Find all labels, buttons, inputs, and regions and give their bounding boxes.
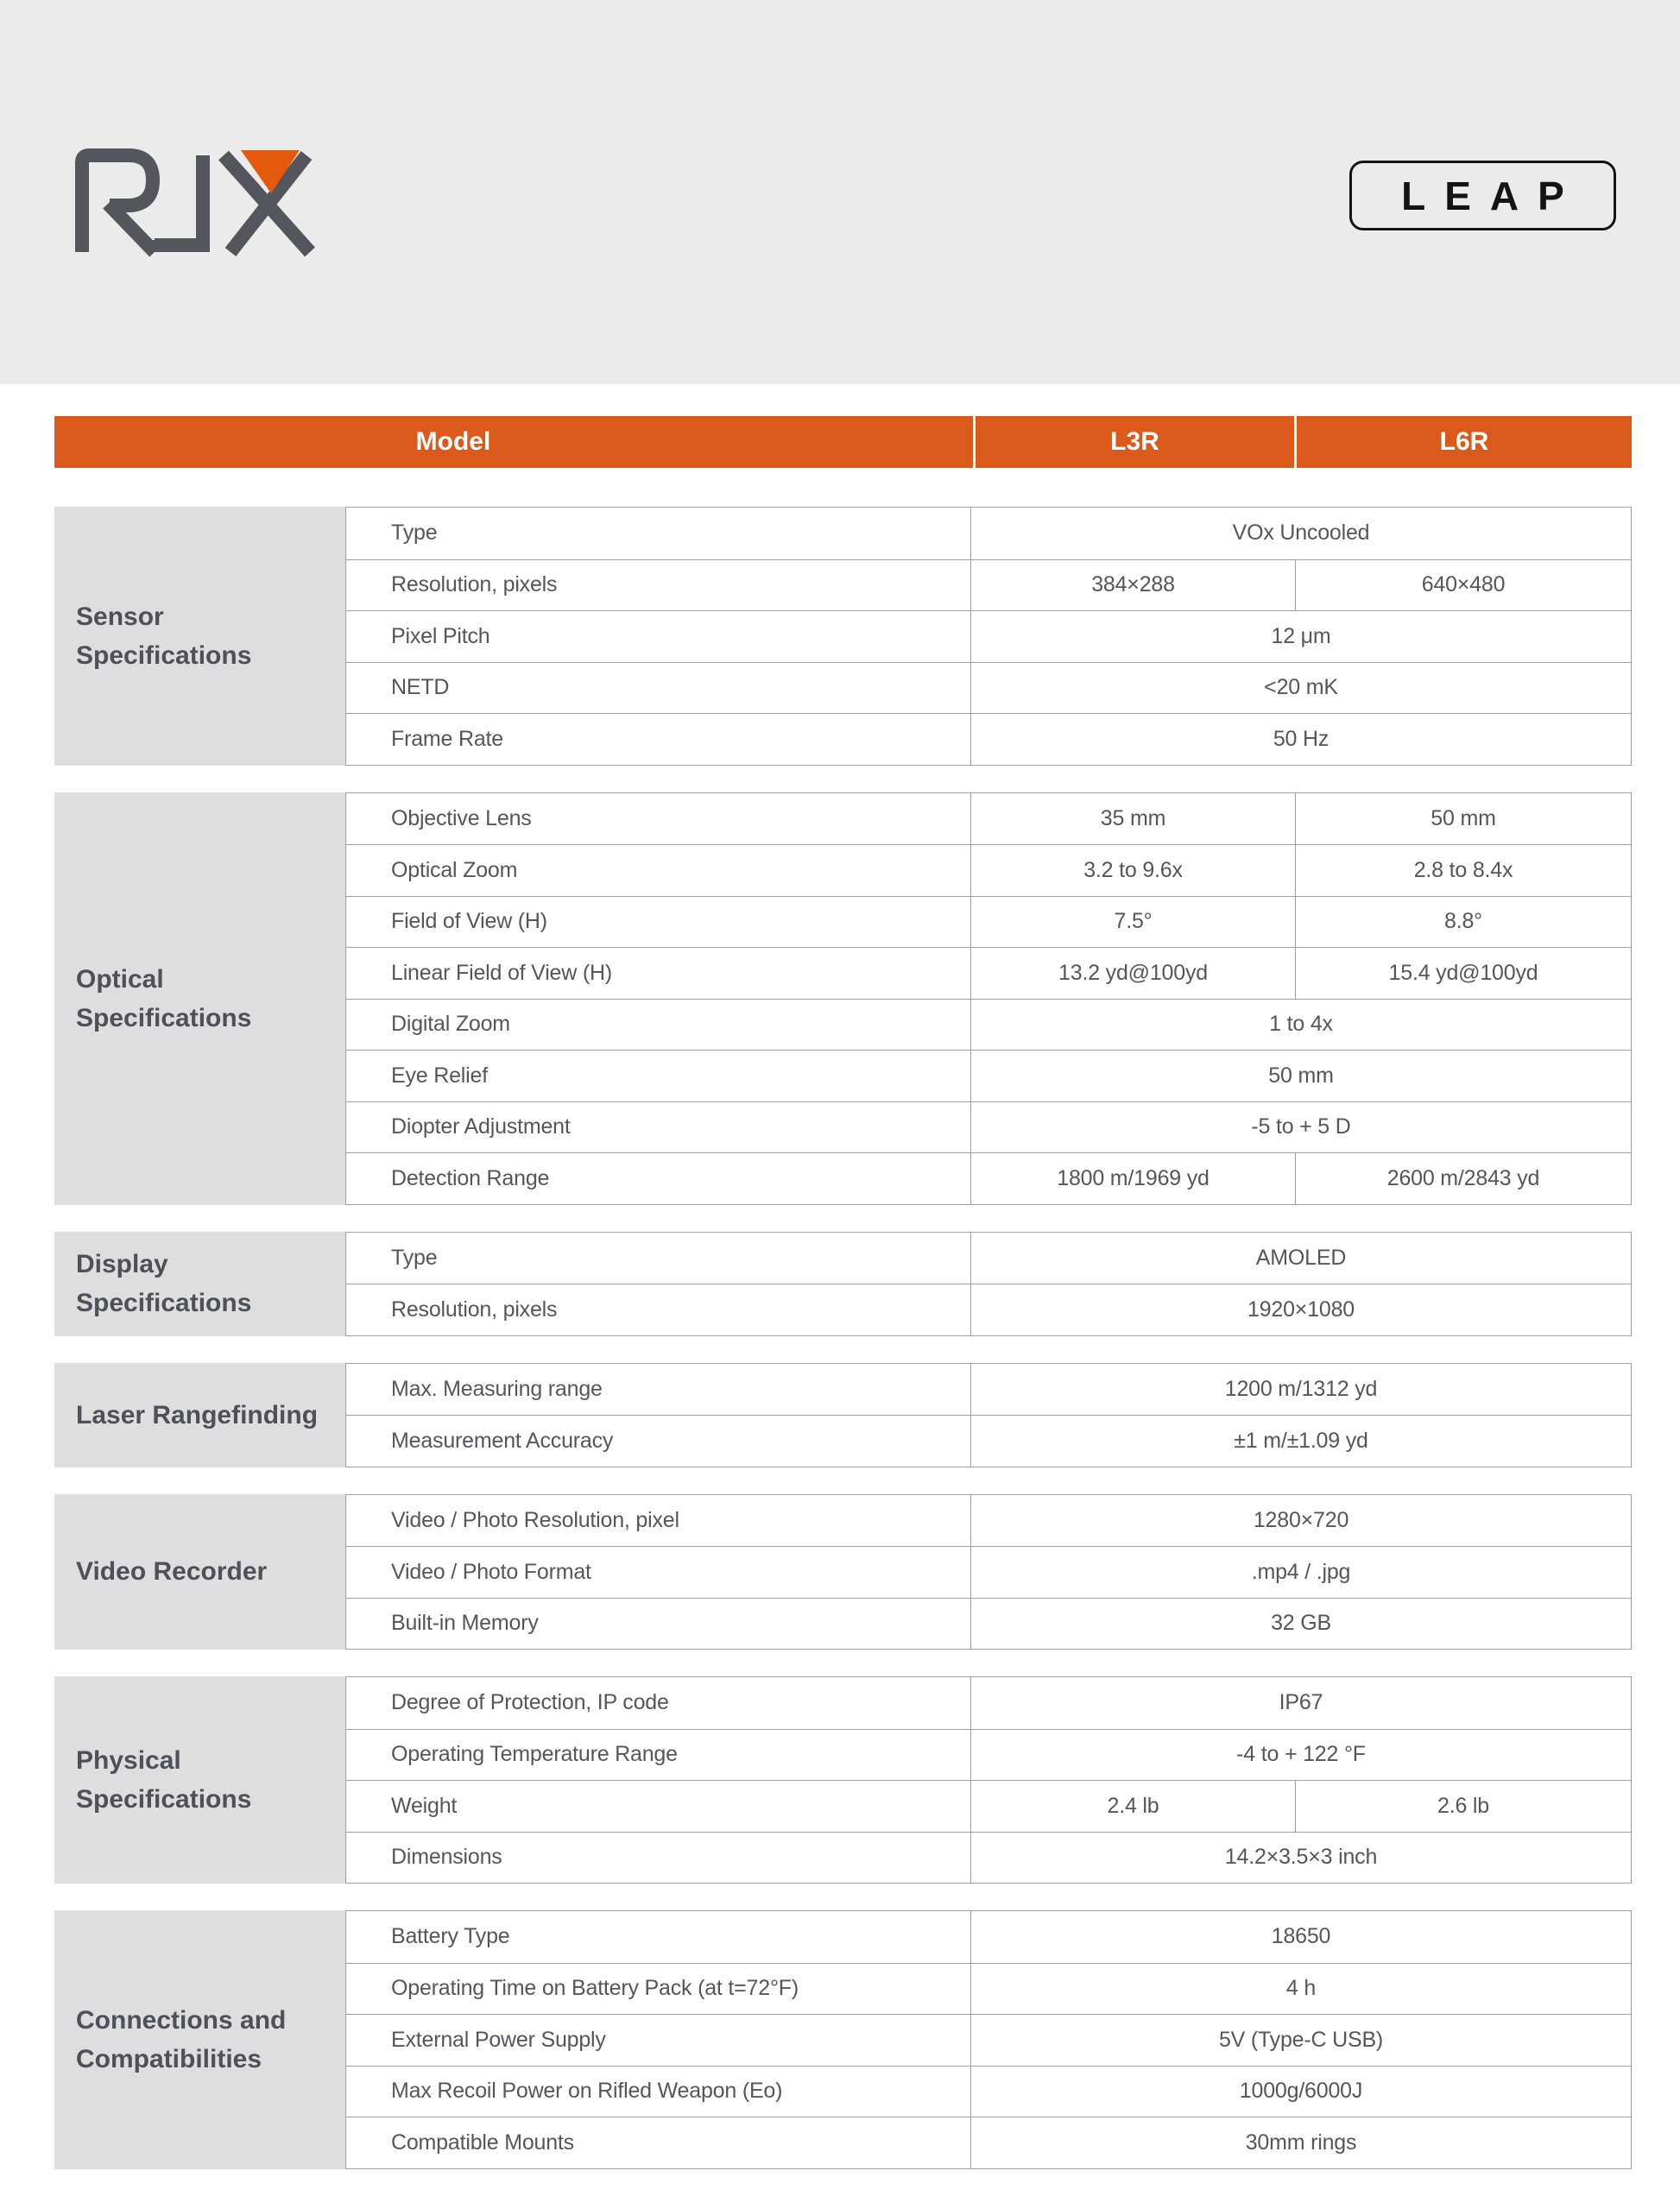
spec-value-shared: IP67 xyxy=(1279,1690,1323,1715)
spec-label: Digital Zoom xyxy=(346,1000,971,1051)
spec-label: Dimensions xyxy=(346,1833,971,1884)
spec-value-shared: 1280×720 xyxy=(1253,1507,1349,1532)
spec-row xyxy=(346,1832,1631,1884)
spec-value-shared: 14.2×3.5×3 inch xyxy=(1224,1845,1378,1870)
spec-value-shared: VOx Uncooled xyxy=(1232,521,1370,546)
spec-value-shared: -5 to + 5 D xyxy=(1251,1114,1351,1139)
spec-value-shared: <20 mK xyxy=(1264,675,1338,700)
spec-row xyxy=(346,1233,1631,1284)
spec-value-shared: 50 Hz xyxy=(1273,726,1329,751)
spec-value-shared: 5V (Type-C USB) xyxy=(1218,2027,1384,2052)
spec-value-shared: 18650 xyxy=(1271,1924,1331,1949)
spec-label: Weight xyxy=(346,1781,971,1832)
spec-section xyxy=(54,1494,1632,1650)
spec-label: Operating Time on Battery Pack (at t=72°F) xyxy=(346,1964,971,2015)
leap-badge-label: LEAP xyxy=(1401,173,1583,218)
spec-table xyxy=(345,792,1632,1205)
spec-label: Type xyxy=(346,508,971,559)
spec-label: Eye Relief xyxy=(346,1051,971,1101)
spec-row xyxy=(346,662,1631,714)
spec-label: Operating Temperature Range xyxy=(346,1730,971,1781)
spec-value-shared: AMOLED xyxy=(1255,1245,1347,1270)
spec-label: Compatible Mounts xyxy=(346,2117,971,2168)
top-brand-band xyxy=(0,0,1680,384)
spec-row xyxy=(346,610,1631,662)
spec-row xyxy=(346,999,1631,1051)
spec-row xyxy=(346,1284,1631,1335)
spec-value-shared: 32 GB xyxy=(1271,1611,1331,1636)
spec-value-l3r: 35 mm xyxy=(1100,805,1166,830)
spec-label: Resolution, pixels xyxy=(346,1284,971,1335)
spec-value-l6r: 2600 m/2843 yd xyxy=(1295,1153,1631,1204)
section-title: Laser Rangefinding xyxy=(54,1363,345,1467)
spec-row xyxy=(346,793,1631,845)
spec-value-l6r: 8.8° xyxy=(1295,897,1631,948)
spec-label: Measurement Accuracy xyxy=(346,1416,971,1467)
spec-sections xyxy=(54,507,1632,2196)
spec-row xyxy=(346,2117,1631,2168)
spec-section xyxy=(54,792,1632,1205)
spec-table xyxy=(345,1910,1632,2169)
spec-row xyxy=(346,1598,1631,1650)
spec-row xyxy=(346,896,1631,948)
section-title: Connections and Compatibilities xyxy=(54,1910,345,2169)
spec-row xyxy=(346,947,1631,999)
model-header-bar xyxy=(54,416,1632,468)
spec-value-l6r: 15.4 yd@100yd xyxy=(1295,948,1631,999)
spec-row xyxy=(346,508,1631,559)
spec-value-shared: -4 to + 122 °F xyxy=(1236,1742,1366,1767)
spec-row xyxy=(346,2014,1631,2066)
spec-table xyxy=(345,1363,1632,1467)
spec-table xyxy=(345,507,1632,766)
spec-row xyxy=(346,1729,1631,1781)
spec-row xyxy=(346,844,1631,896)
spec-label: Battery Type xyxy=(346,1911,971,1963)
spec-row xyxy=(346,1152,1631,1204)
spec-label: External Power Supply xyxy=(346,2015,971,2066)
leap-badge xyxy=(1349,161,1616,230)
column-header-l3r: L3R xyxy=(973,416,1294,468)
model-header-label: Model xyxy=(415,427,491,456)
spec-value-l6r: 640×480 xyxy=(1295,560,1631,611)
spec-value-shared: ±1 m/±1.09 yd xyxy=(1234,1428,1368,1453)
spec-value-shared: 1920×1080 xyxy=(1247,1297,1355,1322)
spec-label: Resolution, pixels xyxy=(346,560,971,611)
spec-label: Frame Rate xyxy=(346,714,971,765)
spec-table xyxy=(345,1232,1632,1336)
spec-section xyxy=(54,1910,1632,2169)
spec-label: Max Recoil Power on Rifled Weapon (Eo) xyxy=(346,2067,971,2117)
section-title: Video Recorder xyxy=(54,1494,345,1650)
spec-row xyxy=(346,1677,1631,1729)
spec-section xyxy=(54,1676,1632,1884)
spec-label: Degree of Protection, IP code xyxy=(346,1677,971,1729)
section-title: Optical Specifications xyxy=(54,792,345,1205)
spec-section xyxy=(54,1363,1632,1467)
spec-section xyxy=(54,1232,1632,1336)
spec-label: Type xyxy=(346,1233,971,1284)
column-header-l6r: L6R xyxy=(1294,416,1632,468)
spec-value-l3r: 384×288 xyxy=(1091,572,1175,597)
spec-row xyxy=(346,1415,1631,1467)
spec-value-shared: 30mm rings xyxy=(1245,2130,1357,2155)
spec-row xyxy=(346,1495,1631,1547)
spec-label: Video / Photo Resolution, pixel xyxy=(346,1495,971,1547)
spec-label: Built-in Memory xyxy=(346,1599,971,1650)
spec-value-l6r: 2.6 lb xyxy=(1295,1781,1631,1832)
spec-label: Optical Zoom xyxy=(346,845,971,896)
spec-table xyxy=(345,1494,1632,1650)
spec-value-shared: 12 μm xyxy=(1271,623,1331,648)
spec-section xyxy=(54,507,1632,766)
spec-label: Field of View (H) xyxy=(346,897,971,948)
spec-row xyxy=(346,1101,1631,1153)
spec-value-l6r: 50 mm xyxy=(1295,793,1631,845)
spec-value-shared: 1000g/6000J xyxy=(1239,2079,1363,2104)
spec-value-l3r: 3.2 to 9.6x xyxy=(1083,857,1183,882)
spec-row xyxy=(346,559,1631,611)
spec-row xyxy=(346,1963,1631,2015)
spec-value-shared: 1200 m/1312 yd xyxy=(1224,1376,1378,1401)
spec-label: Max. Measuring range xyxy=(346,1364,971,1416)
spec-label: Linear Field of View (H) xyxy=(346,948,971,999)
model-header-cell xyxy=(54,416,973,468)
spec-value-l3r: 1800 m/1969 yd xyxy=(1057,1165,1209,1190)
spec-row xyxy=(346,1780,1631,1832)
spec-value-l3r: 7.5° xyxy=(1114,909,1153,934)
spec-value-shared: 50 mm xyxy=(1268,1063,1334,1088)
spec-label: NETD xyxy=(346,663,971,714)
section-title: Display Specifications xyxy=(54,1232,345,1336)
rix-logo xyxy=(54,129,315,259)
spec-value-l3r: 2.4 lb xyxy=(1107,1793,1159,1818)
spec-value-shared: 4 h xyxy=(1285,1976,1317,2001)
spec-value-l3r: 13.2 yd@100yd xyxy=(1058,960,1208,985)
spec-row xyxy=(346,1050,1631,1101)
spec-table xyxy=(345,1676,1632,1884)
spec-label: Detection Range xyxy=(346,1153,971,1204)
spec-value-shared: .mp4 / .jpg xyxy=(1251,1559,1351,1584)
section-title: Physical Specifications xyxy=(54,1676,345,1884)
spec-row xyxy=(346,1911,1631,1963)
spec-label: Objective Lens xyxy=(346,793,971,845)
spec-label: Video / Photo Format xyxy=(346,1547,971,1598)
spec-value-shared: 1 to 4x xyxy=(1269,1012,1333,1037)
spec-row xyxy=(346,2066,1631,2117)
spec-row xyxy=(346,1546,1631,1598)
section-title: Sensor Specifications xyxy=(54,507,345,766)
spec-label: Diopter Adjustment xyxy=(346,1102,971,1153)
spec-value-l6r: 2.8 to 8.4x xyxy=(1295,845,1631,896)
spec-row xyxy=(346,1364,1631,1416)
spec-label: Pixel Pitch xyxy=(346,611,971,662)
spec-row xyxy=(346,713,1631,765)
